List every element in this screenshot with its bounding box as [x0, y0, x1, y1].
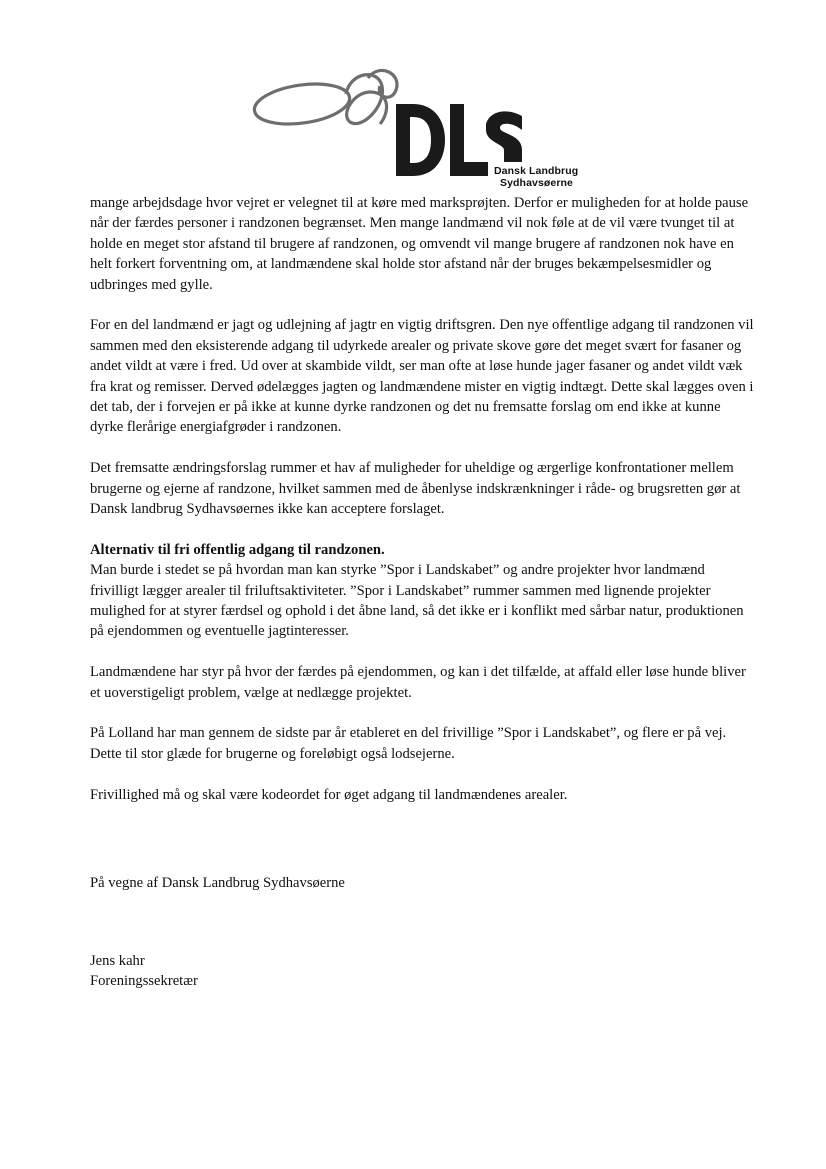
paragraph-hunting: For en del landmænd er jagt og udlejning af jagtr en vigtig driftsgren. Den nye offentlige adgang til randzonen vil sammen med den eksisterende adgang til udyrkede arealer og private skove gøre det meget svært for fasaner og andet vildt at være i fred. Ud over at skambide vildt, ser man ofte at løse hunde jager fasaner og andet vildt væk fra krat og remisser. Derved ødelægges jagten og landmændene mister en vigtig indtægt. Dette skal lægges oven i det tab, der i forvejen er på ikke at kunne dyrke randzonen og det nu fremsatte forslag om end ikke at kunne dyrke flerårige energiafgrøder i randzonen.: [90, 317, 754, 436]
logo-name-line2: Sydhavsøerne: [500, 177, 573, 189]
letter-body: [90, 193, 755, 805]
logo-name-line1: Dansk Landbrug: [494, 165, 579, 177]
closing-line: På vegne af Dansk Landbrug Sydhavsøerne: [90, 875, 345, 891]
section-heading: Alternativ til fri offentlig adgang til randzonen.: [90, 541, 385, 558]
signature-block: [90, 951, 198, 992]
dls-logo: [250, 64, 600, 194]
paragraph-lolland: På Lolland har man gennem de sidste par år etableret en del frivillige ”Spor i Landskabet”, og flere er på vej. Dette til stor glæde for brugerne og foreløbigt også lodsejerne.: [90, 725, 727, 762]
signatory-title: Foreningssekretær: [90, 973, 198, 990]
paragraph-spraying: mange arbejdsdage hvor vejret er velegnet til at køre med marksprøjten. Derfor er muligheden for at holde pause når der færdes personer i randzonen begrænset. Men mange landmænd vil nok føle at de vil være tvunget til at holde en meget stor afstand til brugere af randzonen, og omvendt vil mange brugere af randzonen nok have en helt forkert forventning om, at landmændene skal holde stor afstand når der bruges bekæmpelsesmidler og udbringes med gylle.: [90, 195, 749, 293]
paragraph-conflicts: Det fremsatte ændringsforslag rummer et hav af muligheder for uheldige og ærgerlige konfrontationer mellem brugerne og ejerne af randzone, hvilket sammen med de åbenlyse indskrænkninger i råde- og brugsretten gør at Dansk landbrug Sydhavsøernes ikke kan acceptere forslaget.: [90, 460, 741, 518]
paragraph-alternative: Man burde i stedet se på hvordan man kan styrke ”Spor i Landskabet” og andre projekter hvor landmænd frivilligt lægger arealer til friluftsaktiviteter. ”Spor i Landskabet” rummer sammen med lignende projekter mulighed for at styrer færdsel og ophold i det åbne land, så det ikke er i konflikt med sårbar natur, produktionen på ejendommen og eventuelle jagtinteresser.: [90, 562, 744, 640]
logo-organization-name: [494, 165, 578, 189]
paragraph-voluntary: Frivillighed må og skal være kodeordet for øget adgang til landmændenes arealer.: [90, 786, 568, 803]
signatory-name: Jens kahr: [90, 953, 145, 969]
paragraph-control: Landmændene har styr på hvor der færdes på ejendommen, og kan i det tilfælde, at affald eller løse hunde bliver et uoverstigeligt problem, vælge at nedlægge projektet.: [90, 664, 746, 701]
